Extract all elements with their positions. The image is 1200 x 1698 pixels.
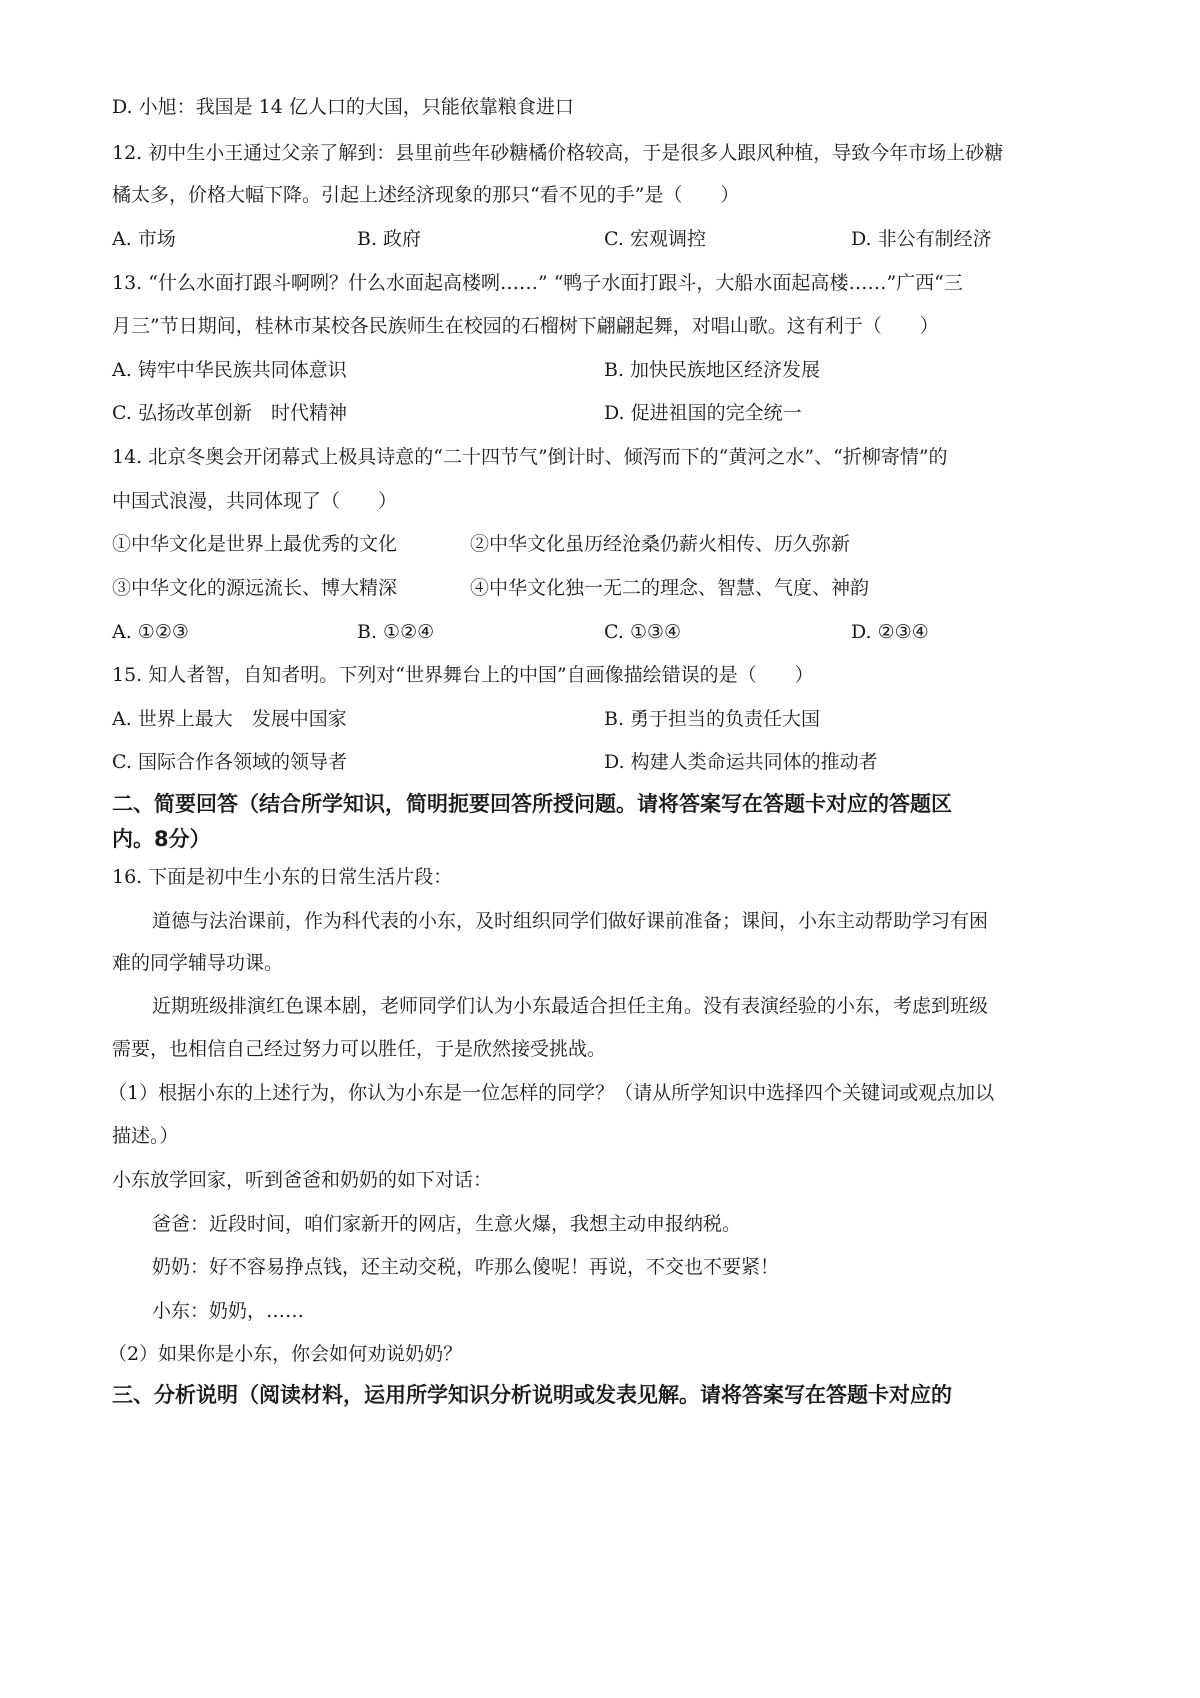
q14-option-d: D. ②③④	[851, 621, 929, 643]
q13-option-a: A. 铸牢中华民族共同体意识	[112, 359, 347, 381]
q16-para2-line2: 需要，也相信自己经过努力可以胜任，于是欣然接受挑战。	[112, 1038, 607, 1060]
q13-stem-line1: 13. “什么水面打跟斗啊咧？什么水面起高楼咧……” “鸭子水面打跟斗，大船水面起高楼……”广西“三	[112, 272, 963, 294]
q12-stem-line2: 橘太多，价格大幅下降。引起上述经济现象的那只“看不见的手”是（ ）	[112, 184, 740, 206]
q13-option-c: C. 弘扬改革创新 时代精神	[112, 402, 347, 424]
q14-stem-line2: 中国式浪漫，共同体现了（ ）	[112, 490, 398, 512]
q16-sub2: （2）如果你是小东，你会如何劝说奶奶？	[108, 1343, 463, 1365]
q15-option-a: A. 世界上最大 发展中国家	[112, 708, 347, 730]
q16-para1-line2: 难的同学辅导功课。	[112, 952, 284, 974]
q15-option-b: B. 勇于担当的负责任大国	[604, 708, 821, 730]
q14-statement-4: ④中华文化独一无二的理念、智慧、气度、神韵	[470, 577, 870, 599]
q15-option-c: C. 国际合作各领域的领导者	[112, 751, 347, 773]
q12-option-b: B. 政府	[357, 228, 422, 250]
q14-option-a: A. ①②③	[112, 621, 189, 643]
q15-stem: 15. 知人者智，自知者明。下列对“世界舞台上的中国”自画像描绘错误的是（ ）	[112, 664, 814, 686]
q12-stem-line1: 12. 初中生小王通过父亲了解到：县里前些年砂糖橘价格较高，于是很多人跟风种植，导致今年市场上砂糖	[112, 142, 1004, 164]
q14-statement-3: ③中华文化的源远流长、博大精深	[112, 577, 398, 599]
q14-statement-2: ②中华文化虽历经沧桑仍薪火相传、历久弥新	[470, 533, 851, 555]
q14-stem-line1: 14. 北京冬奥会开闭幕式上极具诗意的“二十四节气”倒计时、倾泻而下的“黄河之水”、“折柳寄情”的	[112, 446, 948, 468]
q16-sub1-line1: （1）根据小东的上述行为，你认为小东是一位怎样的同学？（请从所学知识中选择四个关键词或观点加以	[108, 1082, 995, 1104]
q14-option-b: B. ①②④	[357, 621, 435, 643]
q12-option-d: D. 非公有制经济	[851, 228, 992, 250]
q14-statement-1: ①中华文化是世界上最优秀的文化	[112, 533, 398, 555]
q16-dialog-xiaodong: 小东：奶奶，……	[152, 1300, 305, 1322]
section2-heading-line1: 二、简要回答（结合所学知识，简明扼要回答所授问题。请将答案写在答题卡对应的答题区	[112, 792, 952, 816]
q11-option-d: D. 小旭：我国是 14 亿人口的大国，只能依靠粮食进口	[112, 96, 574, 118]
q13-option-b: B. 加快民族地区经济发展	[604, 359, 821, 381]
q16-para1-line1: 道德与法治课前，作为科代表的小东，及时组织同学们做好课前准备；课间，小东主动帮助学习有困	[152, 910, 989, 932]
q14-option-c: C. ①③④	[604, 621, 682, 643]
q13-option-d: D. 促进祖国的完全统一	[604, 402, 802, 424]
section3-heading-line1: 三、分析说明（阅读材料，运用所学知识分析说明或发表见解。请将答案写在答题卡对应的	[112, 1383, 952, 1407]
q16-sub1-line2: 描述。）	[112, 1125, 179, 1147]
q16-dialog-grandma: 奶奶：好不容易挣点钱，还主动交税，咋那么傻呢！再说，不交也不要紧！	[152, 1256, 780, 1278]
q12-option-c: C. 宏观调控	[604, 228, 706, 250]
q16-intro: 16. 下面是初中生小东的日常生活片段：	[112, 866, 453, 888]
q16-dialog-dad: 爸爸：近段时间，咱们家新开的网店，生意火爆，我想主动申报纳税。	[152, 1213, 742, 1235]
q16-dialog-intro: 小东放学回家，听到爸爸和奶奶的如下对话：	[112, 1169, 493, 1191]
section2-heading-line2: 内。8分）	[112, 827, 211, 851]
q16-para2-line1: 近期班级排演红色课本剧，老师同学们认为小东最适合担任主角。没有表演经验的小东，考虑到班级	[152, 995, 989, 1017]
q15-option-d: D. 构建人类命运共同体的推动者	[604, 751, 878, 773]
q12-option-a: A. 市场	[112, 228, 176, 250]
q13-stem-line2: 月三”节日期间，桂林市某校各民族师生在校园的石榴树下翩翩起舞，对唱山歌。这有利于（ ）	[112, 315, 939, 337]
